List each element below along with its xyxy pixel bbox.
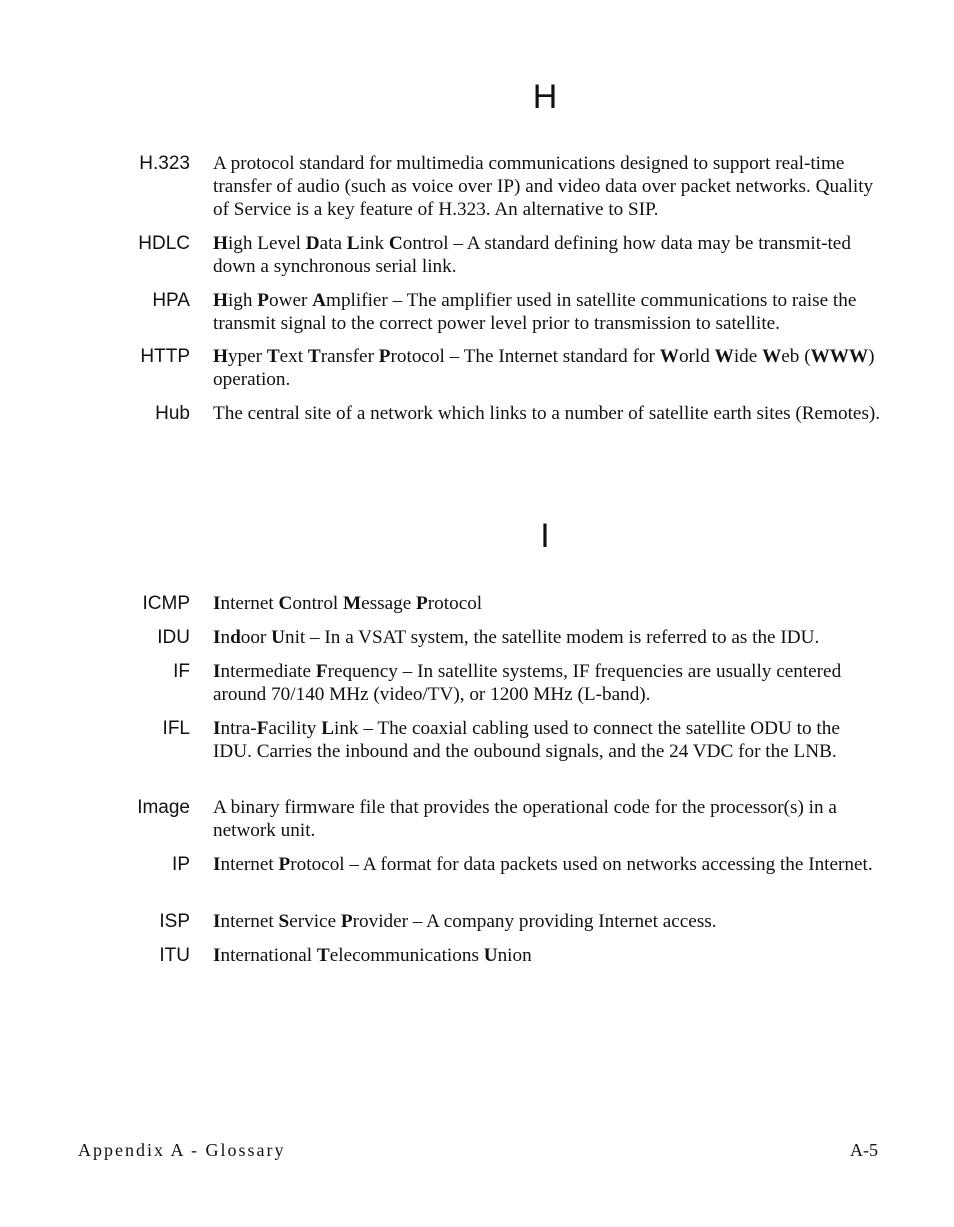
- glossary-definition: [213, 152, 881, 221]
- definition-text: nternet: [220, 854, 279, 875]
- definition-emphasis: I: [213, 627, 221, 648]
- definition-emphasis: WWW: [810, 346, 869, 367]
- glossary-definition: [213, 717, 881, 763]
- section-heading-h: H: [532, 78, 558, 116]
- definition-text: A binary firmware file that provides the operational code for the processor(s) in a network unit.: [213, 797, 837, 841]
- definition-text: ontrol – A standard defining how data may be transmit-ted down a synchronous serial link.: [213, 233, 851, 277]
- definition-text: ink – The coaxial cabling used to connect the satellite ODU to the IDU. Carries the inbound and the oubound signals, and the 24 VDC for the LNB.: [213, 718, 840, 762]
- definition-emphasis: P: [278, 854, 291, 875]
- definition-text: nion: [497, 945, 532, 966]
- definition-text: ervice: [289, 911, 341, 932]
- definition-emphasis: W: [762, 346, 782, 367]
- definition-text: rotocol – The Internet standard for: [390, 346, 660, 367]
- definition-emphasis: H: [213, 233, 228, 254]
- definition-emphasis: T: [266, 346, 280, 367]
- definition-text: requency – In satellite systems, IF frequencies are usually centered around 70/140 MHz (video/TV), or 1200 MHz (L-band).: [213, 661, 842, 705]
- definition-text: nternational: [220, 945, 317, 966]
- glossary-term: ICMP: [142, 593, 190, 614]
- definition-emphasis: C: [388, 233, 403, 254]
- glossary-term: IFL: [162, 718, 190, 739]
- definition-emphasis: A: [312, 290, 327, 311]
- definition-text: elecommunications: [329, 945, 484, 966]
- definition-emphasis: P: [257, 290, 269, 311]
- section-heading-i: I: [540, 517, 550, 555]
- definition-text: nternet: [220, 911, 279, 932]
- definition-emphasis: H: [213, 290, 228, 311]
- glossary-term: ITU: [159, 945, 190, 966]
- definition-emphasis: U: [271, 627, 285, 648]
- definition-text: ata: [319, 233, 347, 254]
- glossary-term: H.323: [139, 153, 190, 174]
- glossary-term: HTTP: [140, 346, 190, 367]
- definition-emphasis: d: [230, 627, 241, 648]
- definition-emphasis: I: [213, 911, 221, 932]
- definition-emphasis: U: [483, 945, 498, 966]
- glossary-definition: [213, 402, 881, 425]
- definition-emphasis: L: [346, 233, 360, 254]
- definition-text: ntra-: [220, 718, 257, 739]
- definition-text: mplifier – The amplifier used in satellite communications to raise the transmit signal to the correct power level prior to transmission to satellite.: [213, 290, 857, 334]
- definition-text: oor: [240, 627, 272, 648]
- definition-emphasis: D: [305, 233, 320, 254]
- definition-text: ide: [733, 346, 763, 367]
- definition-emphasis: I: [213, 945, 221, 966]
- glossary-term: HDLC: [138, 233, 190, 254]
- definition-text: A protocol standard for multimedia communications designed to support real-time transfer of audio (such as voice over IP) and video data over packet networks. Quality of Service is a key feature of H.323. An alternative to SIP.: [213, 153, 874, 220]
- definition-text: rotocol: [427, 593, 483, 614]
- page-number: A-5: [850, 1140, 878, 1160]
- glossary-definition: [213, 289, 881, 335]
- glossary-definition: [213, 910, 881, 933]
- definition-emphasis: W: [659, 346, 679, 367]
- glossary-definition: [213, 232, 881, 278]
- definition-text: The central site of a network which links to a number of satellite earth sites (Remotes).: [213, 403, 881, 424]
- glossary-definition: [213, 345, 881, 391]
- definition-emphasis: I: [213, 593, 221, 614]
- glossary-definition: [213, 592, 881, 615]
- definition-text: nit – In a VSAT system, the satellite modem is referred to as the IDU.: [284, 627, 820, 648]
- definition-text: rotocol – A format for data packets used on networks accessing the Internet.: [290, 854, 873, 875]
- glossary-term: Image: [137, 797, 190, 818]
- definition-emphasis: P: [378, 346, 391, 367]
- definition-emphasis: I: [213, 718, 221, 739]
- definition-text: orld: [678, 346, 715, 367]
- glossary-term: ISP: [159, 911, 190, 932]
- glossary-term: IF: [173, 661, 190, 682]
- definition-text: igh: [227, 290, 258, 311]
- definition-text: eb (: [781, 346, 811, 367]
- definition-text: ink: [359, 233, 389, 254]
- definition-emphasis: T: [307, 346, 321, 367]
- definition-emphasis: I: [213, 661, 221, 682]
- glossary-definition: [213, 853, 881, 876]
- definition-text: n: [220, 627, 231, 648]
- definition-emphasis: I: [213, 854, 221, 875]
- definition-emphasis: F: [315, 661, 328, 682]
- definition-emphasis: W: [714, 346, 734, 367]
- definition-text: ext: [279, 346, 308, 367]
- glossary-definition: [213, 944, 881, 967]
- definition-emphasis: T: [316, 945, 330, 966]
- glossary-term: IDU: [157, 627, 190, 648]
- definition-emphasis: P: [416, 593, 428, 614]
- definition-text: ) operation.: [213, 346, 875, 390]
- glossary-definition: [213, 660, 881, 706]
- definition-emphasis: H: [213, 346, 228, 367]
- glossary-term: Hub: [155, 403, 190, 424]
- definition-text: acility: [268, 718, 322, 739]
- definition-text: essage: [361, 593, 417, 614]
- definition-emphasis: S: [278, 911, 290, 932]
- definition-text: igh Level: [227, 233, 306, 254]
- definition-emphasis: C: [278, 593, 293, 614]
- definition-text: ontrol: [292, 593, 344, 614]
- definition-text: ransfer: [320, 346, 379, 367]
- definition-emphasis: L: [321, 718, 334, 739]
- definition-emphasis: F: [256, 718, 269, 739]
- glossary-definition: [213, 796, 881, 842]
- definition-emphasis: P: [340, 911, 353, 932]
- definition-text: rovider – A company providing Internet access.: [352, 911, 717, 932]
- definition-text: ntermediate: [220, 661, 316, 682]
- glossary-definition: [213, 626, 881, 649]
- definition-text: ower: [269, 290, 313, 311]
- footer-title: Appendix A - Glossary: [78, 1140, 286, 1160]
- definition-text: yper: [227, 346, 267, 367]
- definition-emphasis: M: [343, 593, 362, 614]
- glossary-term: HPA: [152, 290, 190, 311]
- glossary-term: IP: [172, 854, 190, 875]
- definition-text: nternet: [220, 593, 279, 614]
